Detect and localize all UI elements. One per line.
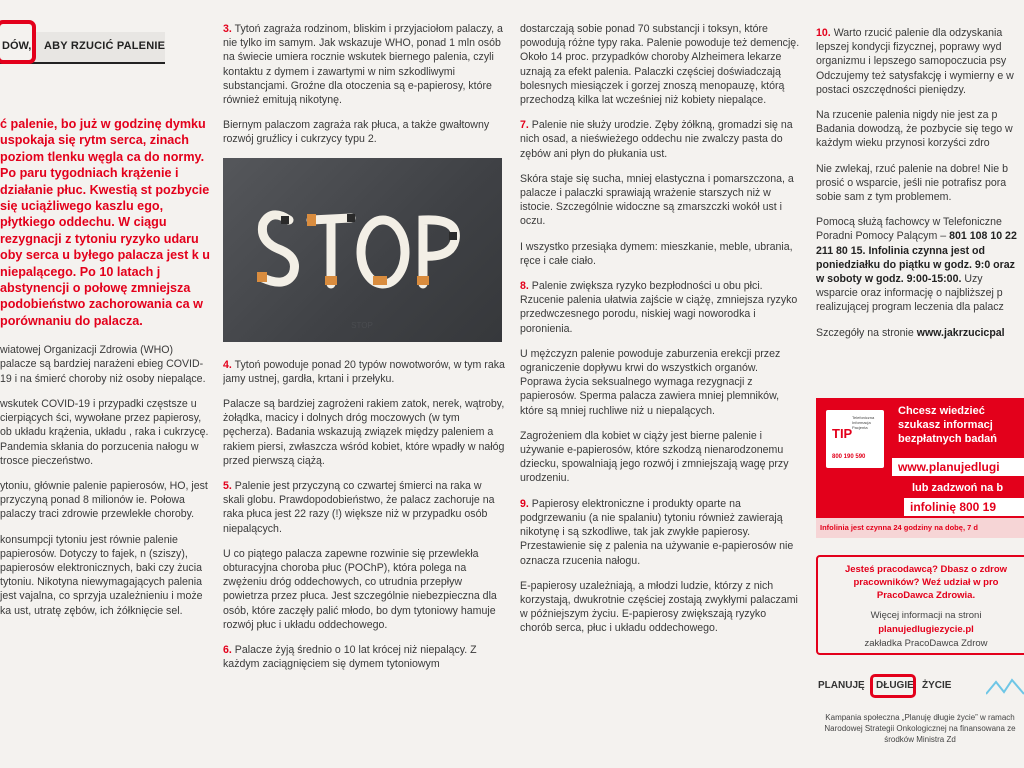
paragraph: wskutek COVID-19 i przypadki częstsze u cierpiących ści, wywołane przez papierosy, ob układu krążenia, układu , raka i cukrzycę. Pandemia skłania do porzucenia nałogu w trosce pieczeństwo. [0, 397, 209, 467]
paragraph: Skóra staje się sucha, mniej elastyczna i pomarszczona, a palacze i palaczki sprawiają wrażenie starszych niż w istocie. Szczególnie widoczne są zmarszczki wokół ust i oczu. [520, 172, 794, 228]
promo-infoline[interactable]: infolinię 800 19 [904, 498, 1024, 516]
details-paragraph [816, 326, 1024, 340]
point-number: 7. [520, 119, 529, 132]
point-text: Papierosy elektroniczne i produkty oparte na podgrzewaniu (a nie spalaniu) tytoniu również zawierają nikotynę i są szkodliwe, tak jak zwykłe papierosy. Przestawienie się z palenia na używanie e-papierosów nie oznacza rzucenia nałogu. [520, 497, 794, 567]
help-text: Pomocą służą fachowcy w Telefoniczne Poradni Pomocy Palącym – [816, 216, 1002, 243]
paragraph: E-papierosy uzależniają, a młodzi ludzie, którzy z nich korzystają, dwukrotnie częściej zostają zwykłymi palaczami w późniejszym życiu. E-papierosy zwiększają ryzyko chorób serca, płuc i układu oddechowego. [520, 579, 798, 635]
promo-info-text: Infolinia jest czynna 24 godziny na dobę, 7 d [820, 523, 978, 532]
logo-word-3: ŻYCIE [922, 680, 952, 691]
paragraph: Zagrożeniem dla kobiet w ciąży jest bierne palenie i używanie e-papierosów, które szkodzą nienarodzonemu dziecku, spowalniają jego rozwój i zmniejszają wagę przy urodzeniu. [520, 429, 789, 485]
tip-logo: TIP [832, 426, 853, 441]
employer-tab: zakładka PracoDawca Zdrow [864, 638, 988, 649]
promo-info-bar [816, 518, 1024, 538]
paragraph: Nie zwlekaj, rzuć palenie na dobre! Nie b prosić o wsparcie, jeśli nie potrafisz pora sobie sam z tym problemem. [816, 162, 1008, 204]
paragraph: ytoniu, głównie palenie papierosów, HO, jest przyczyną ponad 8 milionów ie. Połowa palaczy traci zdrowie przewlekłe choroby. [0, 479, 208, 521]
employer-more: Więcej informacji na stroni [870, 610, 982, 621]
promo-call-text: lub zadzwoń na b [912, 482, 1004, 494]
help-text-2: Uzy wsparcie oraz informację o najbliższej p realizującej program leczenia dla palacz [816, 273, 1004, 314]
point-number: 3. [223, 23, 232, 35]
heartbeat-icon [986, 676, 1024, 698]
employer-box [816, 555, 1024, 655]
point-text: Tytoń zagraża rodzinom, bliskim i przyjaciołom palaczy, a nie tylko im samym. Jak wskazuje WHO, ponad 1 mln osób na świecie umiera rocznie wskutek biernego palenia, czyli kontaktu z dymem i zawartymi w nim szkodliwymi substancjami. Groźne dla otoczenia są e-papierosy, które również emitują nikotynę. [223, 23, 503, 107]
point-number: 5. [223, 480, 232, 493]
tip-subtitle: Telefoniczna Informacja Pacjenta [852, 415, 875, 430]
tip-badge [826, 410, 884, 468]
photo-alt-text: STOP [351, 320, 373, 330]
point-text: Palenie zwiększa ryzyko bezpłodności u obu płci. Rzucenie palenia ułatwia zajście w ciążę, zmniejsza ryzyko przedwczesnego porodu, niskiej wagi noworodka i poronienia. [520, 280, 798, 335]
footer [816, 712, 1024, 745]
paragraph: Na rzucenie palenia nigdy nie jest za p Badania dowodzą, że pozbycie się tego w każdym wieku przynosi korzyści zdro [816, 109, 1013, 150]
paragraph: wiatowej Organizacji Zdrowia (WHO) palacze są bardziej narażeni ebieg COVID-19 i na śmierć choroby niż osoby niepalące. [0, 344, 206, 385]
paragraph: Biernym palaczom zagraża rak płuca, a także gwałtowny rozwój gruźlicy i cukrzycy typu 2. [223, 119, 490, 146]
lead-paragraph: ć palenie, bo już w godzinę dymku uspokaja się rytm serca, zinach poziom tlenku węgla ca do normy. Po paru tygodniach krążenie i działanie płuc. Kwestią st pozbycie się uciążliwego kaszlu ego, płytkiego oddechu. W ciągu rezygnacji z tytoniu ryzyko udaru oby serca u byłego palacza jest k u niepalącego. Po 10 latach j abstynencji o połowę zmniejsza podobieństwo zachorowania ca w porównaniu do palacza. [0, 117, 210, 328]
point-10 [816, 26, 1024, 97]
details-text: Szczegóły na stronie [816, 326, 914, 339]
paragraph: U co piątego palacza zapewne rozwinie się przewlekła obturacyjna choroba płuc (POChP), która polega na zwężeniu dróg oddechowych, co utrudnia przepływ powietrza przez płuca. Jest szczególnie niebezpieczna dla osób, które zaczęły palić młodo, bo dym tytoniowy hamuje rozwój płuc i układu oddechowego. [223, 547, 497, 631]
point-number: 8. [520, 280, 529, 293]
point-number: 9. [520, 497, 529, 510]
point-9 [520, 497, 800, 568]
point-number: 4. [223, 358, 232, 371]
footer-text: Kampania społeczna „Planuję długie życie” w ramach Narodowej Strategii Onkologicznej na finansowana ze środków Ministra Zd [824, 713, 1016, 744]
point-number: 6. [223, 644, 232, 657]
promo-url[interactable]: www.planujedlugi [892, 458, 1024, 476]
employer-url[interactable]: planujedlugiezycie.pl [878, 624, 974, 635]
promo-box [816, 398, 1024, 518]
promo-text: Chcesz wiedzieć szukasz informacj bezpłatnych badań [898, 405, 998, 445]
point-6 [223, 643, 505, 671]
point-text: Tytoń powoduje ponad 20 typów nowotworów, w tym raka jamy ustnej, gardła, krtani i przełyku. [223, 358, 505, 385]
paragraph: U mężczyzn palenie powoduje zaburzenia erekcji przez ograniczenie dopływu krwi do wszystkich organów. Poprawa życia seksualnego wymaga rezygnacji z papierosów. Sperma palacza zawiera mniej plemników, które są mniej ruchliwe niż u niepalących. [520, 347, 781, 417]
tip-phone: 800 190 590 [832, 454, 866, 460]
logo-word-1: PLANUJĘ [818, 680, 865, 691]
stop-cigarettes-photo [223, 158, 502, 342]
employer-text: Jesteś pracodawcą? Dbasz o zdrow pracowników? Weź udział w pro PracoDawca Zdrowia. [844, 564, 1008, 601]
point-7 [520, 118, 800, 161]
point-number: 10. [816, 27, 831, 39]
campaign-logo [816, 676, 1024, 700]
article-title: ABY RZUCIĆ PALENIE [44, 40, 166, 52]
column-1 [0, 0, 210, 768]
paragraph: I wszystko przesiąka dymem: mieszkanie, meble, ubrania, ręce i całe ciało. [520, 240, 793, 267]
logo-word-2: DŁUGIE [876, 680, 914, 691]
help-paragraph [816, 215, 1024, 314]
point-8 [520, 279, 800, 336]
paragraph: konsumpcji tytoniu jest równie palenie papierosów. Dotyczy to fajek, n (sziszy), papierosów elektronicznych, baki czy żucia tytoniu. Nikotyna niewymagających palenia jest vajalna, co sprzyja uzależnieniu i może ka ust, utratę zębów, ich żółknięcie sel. [0, 533, 203, 617]
point-3 [223, 22, 505, 107]
point-text: Palenie nie służy urodzie. Zęby żółkną, gromadzi się na nich osad, a nieświeżego oddechu nie zwalczy pasta do zębów ani płyn do płukania ust. [520, 119, 793, 160]
point-text: Palacze żyją średnio o 10 lat krócej niż niepalący. Z każdym zaciągnięciem się dymem tytoniowym [223, 644, 477, 671]
column-3 [520, 0, 800, 768]
point-text: Warto rzucić palenie dla odzyskania lepszej kondycji fizycznej, poprawy wyd organizmu i lepszego samopoczucia psy Odczujemy też satysfakcję i wymierny e w postaci oszczędności pieniędzy. [816, 27, 1014, 96]
column-2 [223, 0, 505, 768]
paragraph: dostarczają sobie ponad 70 substancji i toksyn, które powodują różne typy raka. Palenie powoduje też demencję. Około 14 proc. przypadków choroby Alzheimera lekarze uznają za efekt palenia. Palaczki częściej doświadczają bolesnych miesiączek i gorzej znoszą menopauzę, którą przechodzą kilka lat wcześniej niż kobiety niepalące. [520, 23, 800, 107]
help-hours: Infolinia czynna jest od poniedziałku do piątku w godz. 9:0 oraz w soboty w godz. 9:00-15:00. [816, 244, 1015, 286]
details-link[interactable]: www.jakrzucicpal [916, 326, 1005, 339]
point-text: Palenie jest przyczyną co czwartej śmierci na raka w skali globu. Prawdopodobieństwo, że palacz zachoruje na raka płuca jest 22 razy (!) większe niż w przypadku osób niepalących. [223, 480, 495, 535]
paragraph: Palacze są bardziej zagrożeni rakiem zatok, nerek, wątroby, żołądka, macicy i dolnych dróg moczowych (w tym pęcherza). Badania wskazują związek między paleniem a rakiem piersi, zwłaszcza wśród kobiet, które wpadły w nałóg przed pierwszą ciążą. [223, 398, 505, 467]
point-4 [223, 358, 505, 386]
stop-photo-graphic [223, 158, 502, 342]
header-fragment: DÓW, [2, 40, 32, 52]
help-phone: 801 108 10 22 211 80 15. [816, 230, 1017, 257]
point-5 [223, 479, 505, 536]
